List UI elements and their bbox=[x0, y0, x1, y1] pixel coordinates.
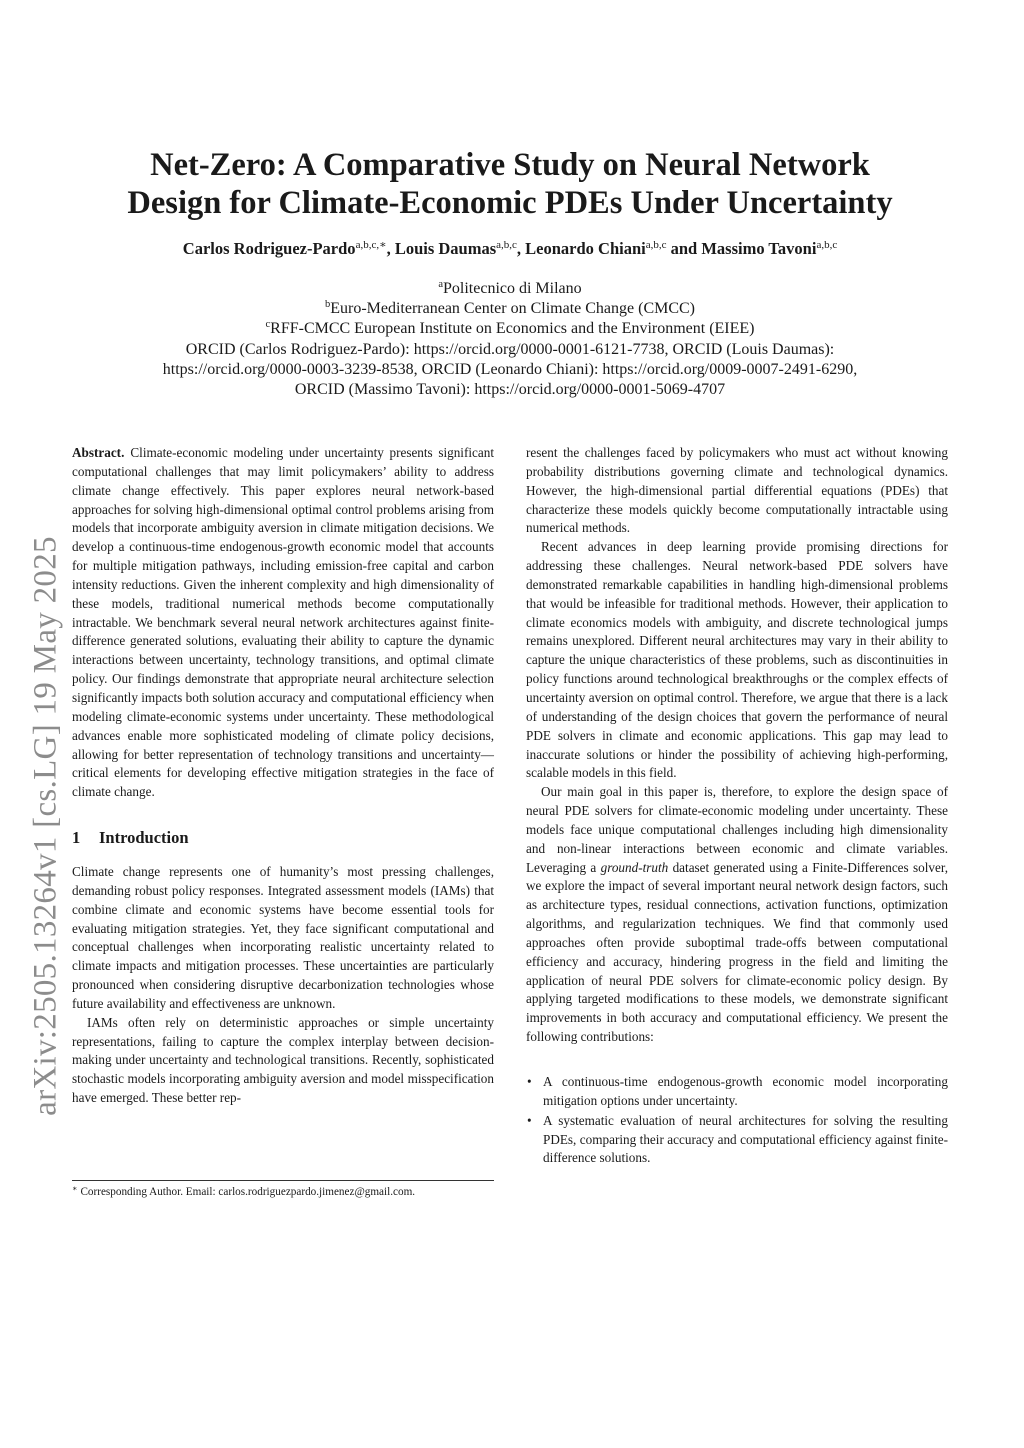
list-item-text: A continuous-time endogenous-growth economic model incorporating mitigation options under uncertainty. bbox=[543, 1074, 948, 1108]
footnote-rule bbox=[72, 1180, 494, 1181]
author-affil-marks: a,b,c bbox=[645, 239, 667, 251]
author-separator: , bbox=[386, 239, 395, 258]
footnote-text: Corresponding Author. Email: carlos.rodriguezpardo.jimenez@gmail.com. bbox=[80, 1186, 416, 1198]
right-column bbox=[526, 444, 948, 1169]
footnote bbox=[72, 1185, 494, 1199]
affiliation-text: Euro-Mediterranean Center on Climate Change (CMCC) bbox=[330, 300, 696, 318]
arxiv-stamp: arXiv:2505.13264v1 [cs.LG] 19 May 2025 bbox=[27, 536, 64, 1116]
affiliation-line bbox=[40, 279, 980, 299]
author-name: Massimo Tavoni bbox=[701, 239, 817, 258]
orcid-line: https://orcid.org/0000-0003-3239-8538, ORCID (Leonardo Chiani): https://orcid.org/0009-0007-2491-6290, bbox=[162, 360, 858, 378]
affiliation-text: Politecnico di Milano bbox=[443, 280, 582, 297]
title-line-2: Design for Climate-Economic PDEs Under Uncertainty bbox=[127, 185, 893, 221]
author-name: Carlos Rodriguez-Pardo bbox=[182, 239, 356, 258]
affiliation-mark: b bbox=[324, 299, 331, 311]
intro-paragraph bbox=[526, 783, 948, 1047]
author-affil-marks: a,b,c bbox=[816, 239, 838, 251]
intro-paragraph: Climate change represents one of humanity’s most pressing challenges, demanding robust policy responses. Integrated assessment models (IAMs) that combine climate and economic systems have become essential tools for evaluating mitigation strategies. Yet, they face significant computational and conceptual challenges when incorporating realistic uncertainty related to climate impacts and mitigation processes. These uncertainties are particularly pronounced when considering disruptive decarbonization technologies whose future availability and effectiveness are unknown. bbox=[72, 864, 494, 1011]
footnote-area bbox=[72, 1180, 494, 1199]
affiliation-line bbox=[40, 319, 980, 339]
bullet-icon: • bbox=[527, 1112, 532, 1128]
contributions-list bbox=[526, 1073, 948, 1168]
intro-paragraph: resent the challenges faced by policymakers who must act without knowing probability distributions governing climate and technological dynamics. However, the high-dimensional partial differential equations (PDEs) that characterize these models quickly become computationally intractable using numerical methods. bbox=[526, 445, 948, 536]
affiliation-mark: a bbox=[438, 279, 443, 290]
author-list bbox=[60, 238, 960, 260]
section-number: 1 bbox=[72, 828, 81, 848]
author-affil-marks: a,b,c,∗ bbox=[355, 239, 387, 251]
footnote-mark: ∗ bbox=[72, 1184, 78, 1193]
author-name: Leonardo Chiani bbox=[525, 239, 646, 258]
title-line-1: Net-Zero: A Comparative Study on Neural Network bbox=[150, 147, 870, 183]
bullet-icon: • bbox=[527, 1074, 532, 1089]
author-affil-marks: a,b,c bbox=[496, 239, 517, 251]
list-item-text: A systematic evaluation of neural architectures for solving the resulting PDEs, comparing their accuracy and computational efficiency against finite-difference solutions. bbox=[543, 1112, 948, 1166]
emphasis-text: ground-truth bbox=[600, 859, 669, 875]
affiliations bbox=[40, 279, 980, 400]
author-separator: , bbox=[516, 239, 526, 258]
list-item bbox=[526, 1073, 948, 1111]
paragraph-text: dataset generated using a Finite-Differences solver, we explore the impact of several important neural network design factors, such as architecture types, residual connections, activation functions, optimization algorithms, and regularization techniques. We find that commonly used approaches often provide suboptimal trade-offs between computational efficiency and accuracy, hindering progress in the field and limiting the application of neural PDE solvers for climate-economic policy design. By applying targeted modifications to these models, we demonstrate significant improvements in both accuracy and computational efficiency. We present the following contributions: bbox=[526, 859, 949, 1045]
orcid-line: ORCID (Massimo Tavoni): https://orcid.org/0000-0001-5069-4707 bbox=[294, 381, 726, 399]
affiliation-line bbox=[40, 299, 980, 319]
orcid-line: ORCID (Carlos Rodriguez-Pardo): https://orcid.org/0000-0001-6121-7738, ORCID (Louis Daumas): bbox=[185, 340, 835, 358]
paragraph-text: Our main goal in this paper is, therefore, to explore the design space of neural PDE solvers for climate-economic modeling under uncertainty. These models face unique computational challenges including high dimensionality and non-linear interactions between economic and climate variables. Leveraging a bbox=[526, 784, 948, 875]
paper-title bbox=[60, 146, 960, 222]
affiliation-text: RFF-CMCC European Institute on Economics and the Environment (EIEE) bbox=[270, 320, 755, 338]
left-column bbox=[72, 444, 494, 1108]
intro-paragraph: IAMs often rely on deterministic approaches or simple uncertainty representations, failing to capture the complex interplay between decision-making under uncertainty and technological transitions. Recently, sophisticated stochastic models incorporating ambiguity aversion and model misspecification have emerged. These better rep- bbox=[72, 1014, 494, 1106]
section-title: Introduction bbox=[99, 828, 189, 848]
abstract bbox=[72, 444, 494, 802]
author-name: Louis Daumas bbox=[394, 239, 497, 258]
abstract-label: Abstract. bbox=[72, 445, 125, 460]
author-separator: and bbox=[666, 239, 702, 258]
list-item bbox=[526, 1112, 948, 1169]
intro-paragraph: Recent advances in deep learning provide promising directions for addressing these challenges. Neural network-based PDE solvers have demonstrated remarkable capabilities in handling high-dimensional problems that would be infeasible for traditional methods. However, their application to climate economics models with ambiguity, and discrete technological jumps remains unexplored. Different neural architectures may vary in their ability to capture the unique characteristics of these problems, such as discontinuities in policy functions around technological breakthroughs or the complex effects of uncertainty aversion on optimal control. Therefore, we argue that there is a lack of understanding of the design choices that govern the performance of neural PDE solvers in climate and economic applications. This gap may lead to inaccurate solutions or hinder the possibility of achieving high-performing, scalable models in this field. bbox=[526, 539, 948, 781]
section-heading-introduction bbox=[72, 827, 494, 849]
affiliation-mark: c bbox=[265, 319, 271, 331]
abstract-text: Climate-economic modeling under uncertainty presents significant computational challenges that may limit policymakers’ ability to address climate change effectively. This paper explores neural network-based approaches for solving high-dimensional optimal control problems arising from models that incorporate ambiguity aversion in climate mitigation decisions. We develop a continuous-time endogenous-growth economic model that accounts for multiple mitigation pathways, including emission-free capital and carbon intensity reductions. Given the inherent complexity and high dimensionality of these models, traditional numerical methods become computationally intractable. We benchmark several neural network architectures against finite-difference generated solutions, evaluating their ability to capture the dynamic interactions between uncertainty, technology transitions, and optimal climate policy. Our findings demonstrate that appropriate neural architecture selection significantly impacts both solution accuracy and computational efficiency when modeling climate-economic systems under uncertainty. These methodological advances enable more sophisticated modeling of climate policy decisions, allowing for better representation of technology transitions and uncertainty—critical elements for developing effective mitigation strategies in the face of climate change. bbox=[72, 445, 494, 800]
